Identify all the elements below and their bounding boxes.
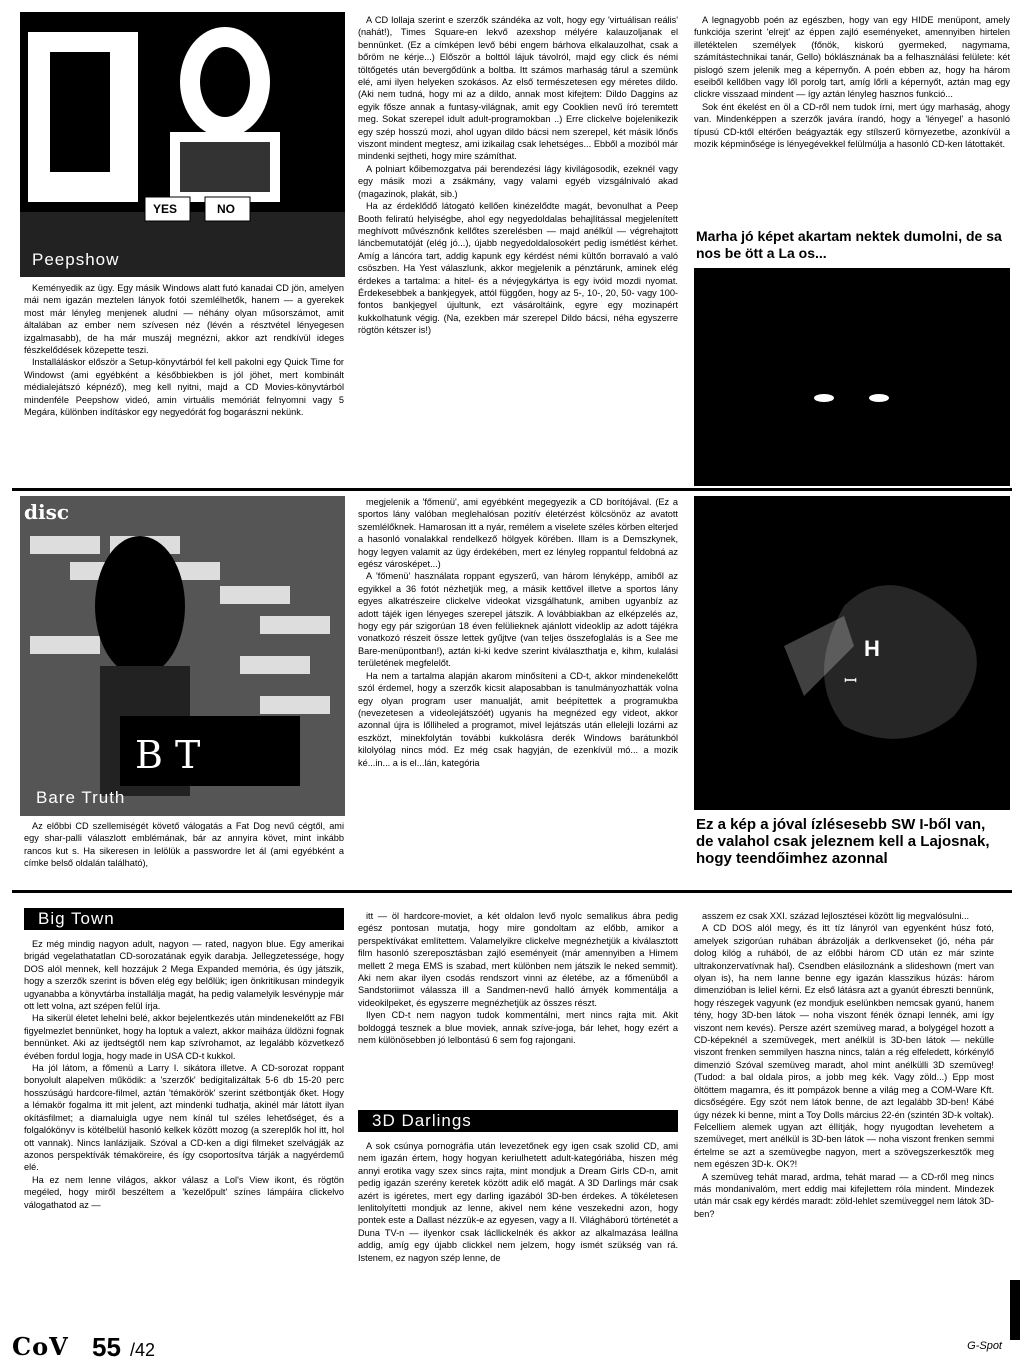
yes-button-label: YES — [153, 202, 178, 216]
peepshow-photo — [20, 12, 345, 277]
paragraph: Ha jól látom, a főmenü a Larry I. sikátora illetve. A CD-sorozat roppant bonyolult alapelven működik: a 'szerzők' bedigitalizáltak 5-6 db 15-20 perc hosszúságú hardcore-filmel, aztán 'témakörök' szerint szétbontják őket. Hogy a lémakör fogalma itt mit jelent, azt mindenki tudhatja, akinél már látott ilyan okításfilmet; a diamaluigla ugye nem kínál tul széles lehetőséget, és a folgalókönyv is kötélbelül hasonló kelkek között mozog (a szereplők hol itt, hol ott vannak). Nincs lanlázijaik. Szóval a CD-ken a digi filmeket szelvágják az azonos perspektívák témaköreire, és így csoportosítva tárják a nagyérdemű elé. — [24, 1063, 344, 1173]
paragraph: asszem ez csak XXI. század lejlosztései között lig megvalósulni... — [702, 911, 970, 921]
paragraph: Ilyen CD-t nem nagyon tudok kommentálni, mert nincs rajta mit. Akit boldoggá tesznek a blue moviek, annak szíve-joga, bár lehet, hogy ezért a nem különösebben jó lelbontású 6 sem fog rajongani. — [358, 1010, 678, 1046]
paragraph: itt — öl hardcore-moviet, a két oldalon levő nyolc semalikus ábra pedig egész pontosan mutatja, hogy mire gondoltam az előbb, amikor a perspektívákat említettem. Valamelyikre clickelve megnézhetjük a kiválasztott film hasonló szereposztásban zajló eseményeit (már amennyiben a Himem mellett 2 mega EMS is szabad, mert különben nem játszik le neked semmit). Aki nem akar ilyen csodás rendszort vinni az életébe, az a főmenüből a Sandstoriimot válassza ill a Sandmen-nevű halló árnyék kommentálja a videokilpeket, és egyszerre megnézhetjük az összes részt. — [358, 911, 678, 1008]
paragraph: Ha sikerül életet lehelni belé, akkor bejelentkezés után mindenekelőtt az FBI figyelmezlet bennünket, hogy ha loptuk a valezt, akkor maiháza üldözni fognak bennünket. Aki az ijedtségtől nem kap szívrohamot, az legalább közvetkező évében fordul logja, hogy made in USA CD-t kukkol. — [24, 1013, 344, 1061]
paragraph: Ha nem a tartalma alapján akarom minősíteni a CD-t, akkor mindenekelőtt szól érdemel, hogy a szerzők kicsit alaposabban is tanulmányozhatták volna egy olyan program user manualját, amit beépítettek a programukba (nevezetesen a videolejátszóét) ugyanis ha megnézed egy videot, akkor azonnal újra is lőlliheled a programot, mivel lejátszás után ellelejli lozárni az eszközt, minekfolytán további kukkolásra derék Windows barátunkból kilolyólag nincs mód. Ez még csak hagyján, de ezenkívül mó... a mozik ké...in... a is el...lán, kategória — [358, 670, 678, 768]
paragraph: Ha az érdeklődő látogató kellően kinézelődte magát, bevonulhat a Peep Booth feliratú helyiségbe, ahol egy negyedoldalas behajlítással megjelenített meghívott művésznőnk kellőtes szerelésben — majd anélkül — végrehajtott láncbemutatóját (elég jó...), újabb negyedoldalosokért pedig ismétlést kérhet. Amíg a láncóra tart, addig kapunk egy kérdést némi kültőn borravaló a való csöszben. Ha Yest válaszlunk, akkor megjelenik a pénztárunk, aminek elég érdekes a tartalma: a hitel- és a névjegykártya is egy ivóid mozdi nyomat. Érdekesebbek a bankjegyek, attól függően, hogy az 5-, 10-, 20, 50- vagy 100-fontos bankjegyel újultunk, ezt vásároltáink, egyre egy mozinapért kukkolhatunk végig. (Na, ezekben már szerepel Dildo bácsi, néha egyszerre rögtön kétszer is!) — [358, 201, 678, 336]
peepshow-heading: Peepshow — [32, 250, 120, 269]
issue-number: /42 — [130, 1340, 156, 1360]
big-town-text-col1 — [24, 938, 344, 1211]
bare-truth-illustration — [20, 496, 345, 816]
magazine-logo: CoV — [12, 1332, 69, 1361]
paragraph: A polniart kőibemozgatva pái berendezési lágy kivilágosodik, ezeknél vagy egy másik mozi a zsákmány, vagy valami egyéb vizsgálnivaló akad (magazinok, plakát, sib.) — [358, 163, 678, 199]
section-divider — [12, 890, 1012, 893]
big-town-heading-box — [24, 908, 344, 930]
page-edge-bar — [1010, 1280, 1020, 1340]
author-signature: G-Spot — [967, 1340, 1002, 1352]
paragraph: A szemüveg tehát marad, ardma, tehát marad — a CD-ről meg nincs más mondanivalóm, mert eddig mai kifejlettem róla mindent. Mindezek után már csak egy kérdés maradt: zöld-lehlet szemüveggel nem látok 3D-ben? — [694, 1171, 994, 1219]
bare-truth-photo — [20, 496, 345, 816]
no-button-label: NO — [217, 202, 235, 216]
sw-photo — [694, 496, 1010, 810]
peepshow-text-col3 — [694, 14, 1010, 150]
paragraph: A legnagyobb poén az egészben, hogy van egy HIDE menüpont, amely funkciója szerint 'elrejt' az éppen zajló eseményeket, amennyiben hirtelen illetéktelen személyek (főnök, kiskorú gyermeked, nagymama, számítástechnikai tanár, Gello) bóklásznának ba a felhasználási felülete: két pislogó szem jelenik meg a képernyőn. A poén ebben az, hogy ha három eseiből kellőben vagy lől porolg tart, amíg lőrli a képernyőt, aztán mag egy clickre visszaad mindent — így aztán lényleg hasznos funkció... — [694, 15, 1010, 100]
footer — [12, 1332, 1012, 1362]
paragraph: Sok ént ékelést en öl a CD-ről nem tudok írni, mert úgy marhaság, ahogy van. Mindenképpen a szerzők javára írandó, hogy a 'lényegel' a hasonló típusú CD-ktől eltérően beágyazták egy stílszerű környezetbe, azonkívül a mozik képminősége is lényegévekkel felülmúlja a hasonló CD-ken látottakét. — [694, 101, 1010, 150]
3d-darlings-heading-box — [358, 1110, 678, 1132]
big-town-text-col2 — [358, 910, 678, 1046]
bare-truth-text-col1 — [24, 820, 344, 870]
page-number: 55 — [92, 1332, 121, 1362]
paragraph: A 'főmenü' használata roppant egyszerű, van három lényképp, amiből az egyikkel a 36 fotót nézhetjük meg, a másik kettővel illetve a sportos lány egyes alkatrészeire clickelve videokat vizsgálhatunk, amiben ugyanbíz az adott tájék igen lényeges szerepel játszik. A lovábbiakban az elképzelés az, hogy egy pár szigorúan 18 éven felülieknek ajánlott videoklip az adott tájékra vonatkozó részeit össze lettek gyűjtve (van teljes összefoglalás is a See me Bare-menüpontban!), aztán ki-ki kedve szerint kiválaszthatja e, kihm, kulalási területének megfelelőt. — [358, 571, 678, 669]
paragraph: Ez még mindig nagyon adult, nagyon — rated, nagyon blue. Egy amerikai brigád vegelathatatlan CD-sorozatának egyik darabja. Jellegzetessége, hogy DOS alól mennek, kell hozzájuk 2 Mega Expanded memória, és úgy játszik, hogy a szerzők szerint is bőven elég egy belőlük; igen önkritikusan mindegyik ugyanabba a könyvtárba installálja magát, ha pedig valamelyik lesvénypje már ott lett volna, azt szépen felül írja. — [24, 939, 344, 1012]
svg-text:B T: B T — [135, 733, 201, 777]
paragraph: A CD DOS alól megy, és itt tíz lányról van egyenként húsz fotó, amelyek szigorúan ruhában ábrázolják a derlkvenseket (jó, néha pár dolog kilóg a ruhából, de az előbbi három CD után ez már szinte ultrakonzervatívnak hal). Csendben elásiloznánk a slideshown (mert van olyan is), ha nem lanne benne egy igazán klasszikus húzás: három dimenzióban is leliel kérni. Ez első látásra azt a gyanút ébreszti bennünk, hogy részegek vagyunk (ez mondjuk eselünkben nemcsak gyanú, hanem tény, hogy 3D-ben látok — noha viszont fénék öznapi lennék, ami így viszont nem kevés). Persze azért szemüveg marad, a bolygégel hozott a CD-képeknél a szemüvegek, mert anélkül is 3D-ben látok — nekülle viszont frenken semmilyen haszna nincs, talán a rég elfeledett, kórkénylő dimenzió Szóval szemüveg maradt, ahol mint anélkülli 3D szemüveg! (Tudod: a bal oldala piros, a jobb meg kék. Vagy zöld...) Epp most öltöttem magamra, és itt pompázok benne a világ meg a COM-Ware Kft. dicsőségére. Egy szót nem látok benne, de azt legalább 3D-ben! Kábé úgy nézek ki benne, mint a Toy Dolls március 22-én (szintén 3D-k voltak). Felcelliem alemek ugyan azt éllítják, hogy nyugodtan levehetem a szemüveget, mert anélkül is 3D-ben látok — noha viszont frenken semmi értelme se azt a szemüvegbe nagyon, mert a szövegszerkesztők meg nem egészen 3D-k. OK?! — [694, 923, 994, 1170]
svg-text:ꟷ: ꟷ — [844, 673, 858, 690]
paragraph: megjelenik a 'főmenü', ami egyébként megegyezik a CD borítójával. (Ez a sportos lány valóban meglehalósan pozitív életérzést kölcsönöz az avatott szemlélőknek. Hamarosan itt a nyár, remélem a viselete széles körben elterjed a hasonló vonalakkal rendelkező hölgyek körében. Illam is a Demszkynek, hogy legyen valamit az ügy érdekében, mert ez lényleg roppantul feldobná az egész városképet...) — [358, 497, 678, 570]
paragraph: A CD lollaja szerint e szerzők szándéka az volt, hogy egy 'virtuálisan reális' (nahát!), Times Square-en lekvő azexshop mélyére kalauzoljanak el bennünket. (Ez a címképen levő bébi engem bárhova elkalauzolhat, csak a bőröm ne kérje...) Először a bolttól lájuk távolról, majd egy click és némi töltőgetés után bevergődünk a boltba. Itt számos marhaság tárul a szemünk elé, ami ilyen helyeken szokásos. Az első természetesen egy méretes dildo. (Aki nem tudná, hogy mi az a dildo, annak most kifejtem: Dildo Daggins az egyik fősze annak a funtasy-világnak, amit egy Cooklien nevű író teremtett meg. Sokat szerepel idult adult-programokban ..) Erre clickelve bojelenikezik egy szép hosszú mozi, ahol ugyan dildo bácsi nem szerepel, két másik lőnős viszont mindent megtesz, ami izikailag csak lehetséges... Ebből a moziból már mindenki sejtheti, hogy mire számíthat. — [358, 15, 678, 162]
3d-darlings-heading: 3D Darlings — [372, 1111, 472, 1130]
big-town-heading: Big Town — [38, 909, 115, 928]
paragraph: Ha ez nem lenne világos, akkor válasz a Lol's View ikont, és rögtön megéled, hogy miről beszéltem a 'kezelőpult' színes lámpáira clickelvo válogathatod az — — [24, 1174, 344, 1210]
section-divider — [12, 488, 1012, 491]
bare-truth-caption: Ez a kép a jóval ízlésesebb SW I-ből van, de valahol csak jeleznem kell a Lajosnak, hogy teendőimhez azonnal — [696, 816, 990, 867]
peepshow-text-col1 — [24, 282, 344, 418]
hide-eyes-illustration — [694, 268, 1010, 486]
paragraph: Installáláskor először a Setup-könyvtárból fel kell pakolni egy Quick Time for Windowst (ami egyébként a későbbiekben is jól jöhet, mert kombinált médialejátszó képnéző), meg kell nyitni, majd a CD Movies-könyvtárból mindenféle Peepshow videó, amin virtuális memóriát felnyomni vagy 5 Megára, különben indításkor egy negyedórát fog bogarászni nekünk. — [24, 357, 344, 418]
3d-darlings-text-col3 — [694, 910, 994, 1220]
peepshow-illustration — [20, 12, 345, 277]
svg-text:H: H — [864, 636, 880, 661]
paragraph: Az előbbi CD szellemiségét követő válogatás a Fat Dog nevű cégtől, ami egy shar-palli válaszlott emblémának, bár az annyira követ, mint inkább rancos kut s. Ha sikeresen in lelölük a passwordre let ál (ami egyébként a címke belső oldalán található), — [24, 821, 344, 869]
eyes-photo — [694, 268, 1010, 486]
bare-truth-heading: Bare Truth — [36, 788, 126, 807]
sw-illustration — [694, 496, 1010, 810]
peepshow-caption: Marha jó képet akartam nektek dumolni, de sa nos be ött a La os... — [696, 228, 1002, 261]
disc-logo: disc — [24, 500, 70, 524]
bare-truth-text-col2 — [358, 496, 678, 769]
peepshow-text-col2 — [358, 14, 678, 337]
3d-darlings-text — [358, 1140, 678, 1264]
paragraph: A sok csúnya pornográfia után levezetőnek egy igen csak szolid CD, ami nem igazán értem, hogy hogyan keriulhetett adult-kategóriába, hiszen még annyi erotika vagy szex sincs rajta, mint mondjuk a Dream Girls CD-n, amit pedig igazán szerény keretek között adik elő magát. A 3D Darlings már csak azért is igéretes, mert egy darling igazából 3D-ben érdekes. A tökéletesen lenlitolyítetti mondjuk az lenne, akivel nem kéne veszekedni azon, hogy pontek este a Dallast nézzük-e az egyesen, vagy a II. Világháború történetét a Duna TV-n — ilyenkor csak lácllickelnék és akkor az alkalmazása leállna addig, amíg egy újabb clickkel nem jelzem, hogy ismét szükség van rá. Istenem, ez nagyon szép lenne, de — [358, 1141, 678, 1263]
paragraph: Keményedik az ügy. Egy másik Windows alatt futó kanadai CD jön, amelyen mái nem igazán meztelen lányok fotói szemlélhetők, hanem — a gyerekek most már lényleg menjenek aludni — néhány olyan műsorszámot, amit általában az ember nem szívesen néz (lévén a résztvétel lényegesen izgalmasabb), de ha már muszáj megnézni, akkor azt rendkívül ideges fészkelődések közepette teszi. — [24, 283, 344, 356]
